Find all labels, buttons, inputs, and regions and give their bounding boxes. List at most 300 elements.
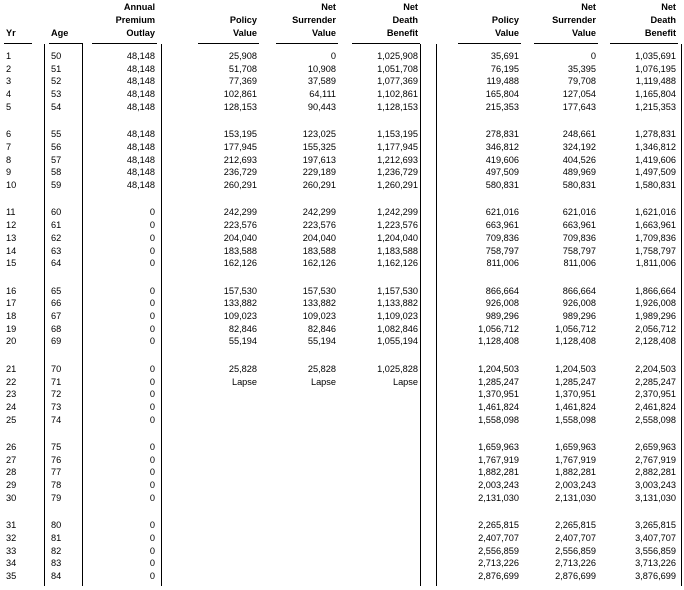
cell-premium: 48,148 [126,51,155,61]
cell-age: 57 [51,154,62,165]
cell-premium: 0 [149,414,155,425]
cell-age: 58 [51,167,62,178]
cell-yr: 26 [6,442,17,452]
cell-ndb1: Lapse [392,376,418,387]
header-line: Yr [6,28,16,38]
cell-nsv2: 404,526 [562,154,596,165]
cell-pv2: 346,812 [485,141,519,152]
cell-ndb2: 2,882,281 [635,467,676,478]
cell-pv2: 758,797 [485,245,519,256]
cell-premium: 0 [149,401,155,412]
cell-yr: 11 [6,207,16,218]
cell-yr: 34 [6,558,17,569]
cell-premium: 48,148 [126,89,155,100]
cell-pv2: 811,006 [486,258,519,269]
header-underline [92,43,157,44]
cell-nsv1: 109,023 [302,311,336,321]
cell-nsv1: 123,025 [302,129,336,140]
cell-nsv2: 1,370,951 [555,389,596,400]
cell-nsv1: 55,194 [307,336,336,347]
cell-ndb1: 1,177,945 [377,141,418,152]
cell-pv2: 2,265,815 [478,520,519,531]
cell-yr: 31 [6,520,17,531]
cell-ndb2: 2,056,712 [635,323,676,334]
cell-ndb2: 1,419,606 [635,154,676,165]
cell-ndb1: 1,212,693 [377,154,418,165]
cell-age: 66 [51,298,62,309]
header-line: Value [232,28,257,38]
cell-premium: 0 [149,480,155,491]
cell-ndb2: 2,767,919 [635,454,676,465]
cell-premium: 48,148 [126,76,155,87]
cell-pv2: 35,691 [490,51,519,61]
cell-yr: 17 [6,298,17,309]
cell-nsv2: 248,661 [562,129,596,140]
cell-age: 55 [51,129,62,140]
cell-age: 80 [51,520,62,531]
cell-nsv1: 155,325 [302,141,336,152]
cell-age: 60 [51,207,62,218]
cell-ndb2: 1,076,195 [635,63,676,74]
cell-nsv2: 866,664 [562,285,596,296]
column-divider [681,44,682,586]
cell-yr: 18 [6,311,17,321]
column-divider [82,44,83,586]
column-header-nsv2 [536,1,596,40]
cell-yr: 15 [6,258,17,269]
cell-yr: 5 [6,101,12,112]
cell-ndb1: 1,242,299 [377,207,418,218]
cell-age: 63 [51,245,62,256]
cell-nsv1: 133,882 [302,298,336,309]
cell-ndb2: 3,556,859 [635,545,676,556]
cell-nsv2: 2,131,030 [555,492,596,503]
cell-pv1: 25,908 [228,51,257,61]
cell-ndb1: 1,162,126 [377,258,418,269]
cell-premium: 0 [149,467,155,478]
cell-ndb1: 1,153,195 [377,129,418,140]
cell-yr: 28 [6,467,17,478]
cell-pv1: 236,729 [223,167,257,178]
cell-nsv2: 2,876,699 [555,571,596,581]
cell-age: 75 [51,442,62,452]
cell-pv2: 1,056,712 [478,323,519,334]
cell-pv2: 419,606 [485,154,519,165]
cell-age: 64 [51,258,62,269]
cell-nsv1: 82,846 [307,323,336,334]
cell-yr: 19 [6,323,17,334]
header-line: Net [661,2,676,12]
cell-nsv1: 204,040 [302,232,336,243]
cell-age: 56 [51,141,62,152]
cell-premium: 0 [149,532,155,543]
cell-nsv1: 0 [330,51,336,61]
cell-ndb2: 1,621,016 [635,207,676,218]
cell-yr: 22 [6,376,17,387]
cell-pv1: 242,299 [223,207,257,218]
cell-nsv2: 1,204,503 [555,363,596,374]
cell-ndb1: 1,082,846 [377,323,418,334]
header-line: Age [51,28,69,38]
cell-ndb1: 1,236,729 [377,167,418,178]
cell-pv1: 25,828 [228,363,257,374]
cell-yr: 25 [6,414,17,425]
header-line: Value [311,28,336,38]
cell-yr: 33 [6,545,17,556]
cell-pv2: 497,509 [485,167,519,178]
cell-ndb2: 1,663,961 [635,220,676,231]
column-divider [44,44,45,586]
cell-pv2: 663,961 [485,220,519,231]
header-underline [352,43,420,44]
cell-pv1: 128,153 [223,101,257,112]
cell-premium: 0 [149,220,155,231]
header-underline [198,43,259,44]
cell-yr: 4 [6,89,12,100]
cell-age: 69 [51,336,62,347]
cell-premium: 48,148 [126,141,155,152]
cell-age: 78 [51,480,62,491]
cell-nsv1: 260,291 [302,180,336,190]
column-divider [436,44,437,586]
cell-pv1: 133,882 [223,298,257,309]
cell-nsv1: 37,589 [307,76,336,87]
cell-premium: 0 [149,545,155,556]
header-line: Death [392,15,418,25]
cell-ndb2: 3,876,699 [635,571,676,581]
cell-nsv2: 324,192 [562,141,596,152]
cell-pv2: 866,664 [485,285,519,296]
cell-age: 72 [51,389,62,400]
cell-pv2: 2,556,859 [478,545,519,556]
cell-ndb2: 1,346,812 [635,141,676,152]
cell-yr: 16 [6,285,17,296]
cell-yr: 6 [6,129,12,140]
cell-age: 53 [51,89,62,100]
cell-premium: 0 [149,571,155,581]
cell-pv1: 102,861 [223,89,257,100]
header-line: Premium [115,15,155,25]
cell-yr: 30 [6,492,17,503]
cell-nsv2: 489,969 [562,167,596,178]
cell-ndb1: 1,109,023 [377,311,418,321]
cell-pv1: 212,693 [223,154,257,165]
header-line: Policy [229,15,257,25]
header-line: Net [581,2,596,12]
cell-nsv2: 758,797 [562,245,596,256]
cell-ndb2: 1,035,691 [635,51,676,61]
cell-nsv2: 2,265,815 [555,520,596,531]
column-header-age [51,27,81,40]
cell-ndb2: 1,989,296 [635,311,676,321]
cell-ndb2: 1,497,509 [635,167,676,178]
cell-ndb2: 3,265,815 [635,520,676,531]
cell-ndb2: 2,128,408 [635,336,676,347]
cell-ndb2: 2,285,247 [635,376,676,387]
cell-pv2: 215,353 [485,101,519,112]
cell-pv2: 580,831 [485,180,519,190]
cell-pv2: 1,128,408 [478,336,519,347]
cell-premium: 0 [149,232,155,243]
cell-age: 71 [51,376,62,387]
cell-yr: 8 [6,154,12,165]
cell-premium: 0 [149,442,155,452]
cell-age: 74 [51,414,62,425]
cell-pv2: 1,882,281 [478,467,519,478]
column-header-yr [6,27,30,40]
cell-premium: 0 [149,207,155,218]
cell-ndb2: 1,926,008 [635,298,676,309]
cell-age: 61 [51,220,62,231]
cell-age: 62 [51,232,62,243]
cell-age: 83 [51,558,62,569]
cell-nsv2: 1,285,247 [555,376,596,387]
cell-pv2: 2,131,030 [478,492,519,503]
cell-ndb1: 1,025,908 [377,51,418,61]
cell-pv1: 177,945 [223,141,257,152]
cell-premium: 0 [149,258,155,269]
cell-ndb1: 1,260,291 [377,180,418,190]
cell-age: 65 [51,285,62,296]
cell-nsv2: 2,713,226 [555,558,596,569]
cell-pv2: 1,659,963 [478,442,519,452]
cell-ndb2: 1,866,664 [635,285,676,296]
cell-premium: 0 [149,298,155,309]
cell-premium: 0 [149,363,155,374]
cell-premium: 48,148 [126,154,155,165]
cell-pv2: 926,008 [485,298,519,309]
cell-nsv1: 197,613 [302,154,336,165]
cell-nsv1: 90,443 [307,101,336,112]
column-header-ndb2 [612,1,676,40]
cell-yr: 10 [6,180,17,190]
cell-nsv2: 989,296 [562,311,596,321]
cell-ndb2: 2,659,963 [635,442,676,452]
cell-pv2: 1,204,503 [478,363,519,374]
cell-nsv2: 811,006 [563,258,596,269]
cell-premium: 0 [149,558,155,569]
cell-nsv2: 2,556,859 [555,545,596,556]
cell-ndb2: 2,461,824 [635,401,676,412]
cell-ndb2: 1,119,488 [635,76,676,87]
cell-yr: 29 [6,480,17,491]
column-header-ndb1 [354,1,418,40]
cell-nsv2: 1,056,712 [555,323,596,334]
cell-pv1: 183,588 [223,245,257,256]
cell-pv2: 1,461,824 [478,401,519,412]
cell-pv1: 153,195 [223,129,257,140]
cell-nsv2: 2,003,243 [555,480,596,491]
cell-ndb1: 1,223,576 [377,220,418,231]
cell-pv2: 1,285,247 [478,376,519,387]
cell-age: 67 [51,311,62,321]
cell-pv1: 157,530 [223,285,257,296]
cell-premium: 48,148 [126,101,155,112]
header-line: Net [403,2,418,12]
cell-pv2: 76,195 [490,63,519,74]
cell-premium: 48,148 [126,180,155,190]
header-underline [610,43,678,44]
cell-nsv1: 223,576 [302,220,336,231]
cell-yr: 9 [6,167,12,178]
cell-nsv2: 663,961 [562,220,596,231]
cell-ndb1: 1,055,194 [377,336,418,347]
cell-ndb1: 1,102,861 [377,89,418,100]
cell-nsv2: 1,767,919 [555,454,596,465]
cell-nsv2: 177,643 [562,101,596,112]
cell-premium: 0 [149,245,155,256]
cell-premium: 0 [149,285,155,296]
cell-ndb2: 2,204,503 [635,363,676,374]
cell-age: 54 [51,101,62,112]
cell-nsv2: 1,558,098 [555,414,596,425]
cell-ndb2: 1,278,831 [635,129,676,140]
cell-pv1: 260,291 [223,180,257,190]
cell-yr: 3 [6,76,12,87]
cell-nsv1: 242,299 [302,207,336,218]
cell-nsv1: 64,111 [309,89,336,100]
cell-nsv1: 229,189 [302,167,336,178]
cell-pv1: 162,126 [223,258,257,269]
cell-ndb2: 1,580,831 [635,180,676,190]
cell-nsv1: 183,588 [302,245,336,256]
cell-pv1: Lapse [231,376,257,387]
cell-nsv2: 1,659,963 [555,442,596,452]
column-divider [420,44,421,586]
cell-pv2: 165,804 [485,89,519,100]
column-header-nsv1 [278,1,336,40]
cell-premium: 0 [149,311,155,321]
cell-pv1: 109,023 [223,311,257,321]
cell-yr: 24 [6,401,17,412]
cell-ndb2: 1,165,804 [635,89,676,100]
cell-pv1: 82,846 [228,323,257,334]
cell-yr: 7 [6,141,12,152]
cell-pv2: 1,767,919 [478,454,519,465]
cell-nsv2: 621,016 [562,207,596,218]
cell-age: 82 [51,545,62,556]
cell-nsv2: 1,882,281 [555,467,596,478]
cell-nsv1: Lapse [310,376,336,387]
cell-nsv1: 157,530 [302,285,336,296]
cell-nsv2: 79,708 [567,76,596,87]
column-header-premium [94,1,155,40]
header-underline [4,43,32,44]
cell-pv2: 2,407,707 [478,532,519,543]
cell-pv2: 989,296 [485,311,519,321]
cell-pv2: 1,370,951 [478,389,519,400]
cell-yr: 2 [6,63,12,74]
header-line: Net [321,2,336,12]
cell-premium: 48,148 [126,167,155,178]
cell-age: 77 [51,467,62,478]
cell-nsv2: 1,128,408 [555,336,596,347]
cell-pv1: 55,194 [228,336,257,347]
cell-ndb2: 2,370,951 [635,389,676,400]
cell-age: 79 [51,492,62,503]
cell-ndb1: 1,077,369 [377,76,418,87]
cell-pv1: 223,576 [223,220,257,231]
cell-premium: 0 [149,323,155,334]
cell-age: 59 [51,180,62,190]
header-line: Surrender [552,15,596,25]
cell-yr: 14 [6,245,17,256]
cell-ndb2: 3,131,030 [635,492,676,503]
header-line: Death [650,15,676,25]
header-line: Benefit [386,28,418,38]
cell-yr: 21 [6,363,17,374]
cell-ndb2: 3,003,243 [635,480,676,491]
cell-age: 70 [51,363,62,374]
cell-yr: 1 [6,51,12,61]
cell-nsv2: 2,407,707 [555,532,596,543]
cell-premium: 48,148 [126,129,155,140]
cell-pv2: 2,713,226 [478,558,519,569]
cell-nsv2: 35,395 [567,63,596,74]
cell-pv1: 204,040 [223,232,257,243]
cell-premium: 0 [149,376,155,387]
cell-pv1: 77,369 [228,76,257,87]
cell-nsv2: 926,008 [562,298,596,309]
cell-yr: 23 [6,389,17,400]
cell-ndb2: 1,811,006 [635,258,676,269]
cell-age: 84 [51,571,62,581]
cell-ndb2: 1,215,353 [635,101,676,112]
header-line: Value [571,28,596,38]
cell-ndb2: 1,758,797 [635,245,676,256]
header-underline [49,43,83,44]
column-header-pv1 [200,14,257,40]
cell-yr: 12 [6,220,17,231]
cell-pv2: 2,003,243 [478,480,519,491]
cell-age: 73 [51,401,62,412]
cell-ndb1: 1,204,040 [377,232,418,243]
cell-ndb1: 1,025,828 [377,363,418,374]
cell-age: 50 [51,51,62,61]
header-underline [534,43,598,44]
cell-pv2: 2,876,699 [478,571,519,581]
cell-pv2: 1,558,098 [478,414,519,425]
cell-nsv1: 25,828 [307,363,336,374]
cell-nsv2: 580,831 [562,180,596,190]
cell-ndb1: 1,051,708 [377,63,418,74]
header-line: Outlay [126,28,155,38]
cell-pv2: 278,831 [485,129,519,140]
cell-yr: 20 [6,336,17,347]
cell-premium: 0 [149,492,155,503]
cell-pv2: 621,016 [485,207,519,218]
cell-age: 76 [51,454,62,465]
cell-ndb1: 1,133,882 [377,298,418,309]
cell-ndb1: 1,157,530 [377,285,418,296]
cell-nsv2: 127,054 [562,89,596,100]
cell-pv2: 709,836 [485,232,519,243]
cell-yr: 13 [6,232,17,243]
header-underline [276,43,338,44]
column-divider [161,44,162,586]
cell-yr: 27 [6,454,17,465]
cell-ndb2: 1,709,836 [635,232,676,243]
column-header-pv2 [460,14,519,40]
cell-pv1: 51,708 [228,63,257,74]
cell-ndb2: 2,558,098 [635,414,676,425]
cell-pv2: 119,488 [486,76,519,87]
header-line: Policy [491,15,519,25]
cell-premium: 48,148 [126,63,155,74]
cell-yr: 35 [6,571,17,581]
cell-premium: 0 [149,336,155,347]
cell-premium: 0 [149,520,155,531]
